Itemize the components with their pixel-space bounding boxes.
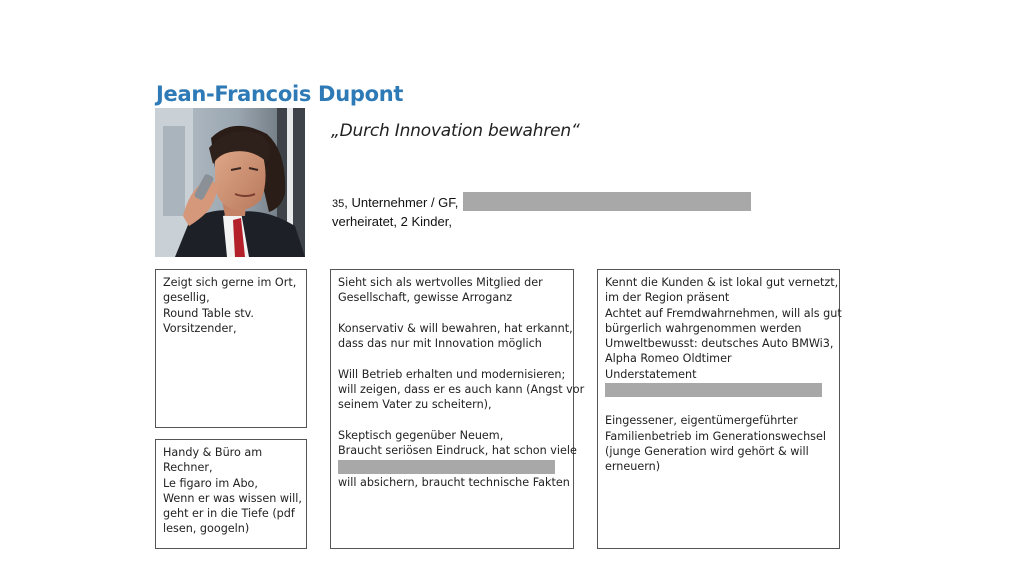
- customers-box: [597, 269, 840, 549]
- community-box: [155, 269, 307, 428]
- box-line: gesellig,: [163, 291, 210, 305]
- attitude-box: [330, 269, 585, 549]
- box-line: will zeigen, dass er es auch kann (Angst vor: [338, 383, 585, 397]
- box-line: erneuern): [605, 460, 661, 474]
- box-line: (junge Generation wird gehört & will: [605, 444, 809, 458]
- redaction-bar: [338, 460, 555, 474]
- box-line: Braucht seriösen Eindruck, hat schon viele: [338, 444, 577, 458]
- persona-age: 35: [332, 198, 345, 210]
- persona-quote: „Durch Innovation bewahren“: [331, 121, 580, 141]
- box-line: bürgerlich wahrgenommen werden: [605, 321, 802, 335]
- facts-line-2: verheiratet, 2 Kinder,: [332, 214, 452, 230]
- spacer: [338, 306, 566, 321]
- box-line: Kennt die Kunden & ist lokal gut vernetzt,: [605, 276, 839, 289]
- spacer: [338, 351, 566, 366]
- box-line: Will Betrieb erhalten und modernisieren;: [338, 367, 566, 381]
- box-line: Alpha Romeo Oldtimer: [605, 352, 732, 366]
- box-line: Skeptisch gegenüber Neuem,: [338, 428, 504, 442]
- box-line: Wenn er was wissen will,: [163, 491, 302, 505]
- box-line: Umweltbewusst: deutsches Auto BMWi3,: [605, 337, 834, 351]
- persona-occupation: , Unternehmer / GF,: [344, 195, 459, 210]
- redaction-bar: [605, 383, 822, 397]
- box-line: dass das nur mit Innovation möglich: [338, 337, 542, 351]
- box-line: geht er in die Tiefe (pdf: [163, 507, 295, 521]
- box-line: Achtet auf Fremdwahrnehmen, will als gut: [605, 306, 842, 320]
- box-line: im der Region präsent: [605, 291, 730, 305]
- media-usage-box: [155, 439, 307, 549]
- persona-facts: [332, 194, 751, 230]
- spacer: [338, 413, 566, 428]
- box-line: Familienbetrieb im Generationswechsel: [605, 429, 826, 443]
- box-line: will absichern, braucht technische Fakten: [338, 475, 570, 489]
- box-line: Handy & Büro am: [163, 446, 263, 459]
- box-line: Rechner,: [163, 461, 213, 475]
- redaction-bar: [463, 192, 751, 211]
- facts-line-1: [332, 194, 751, 213]
- box-line: Zeigt sich gerne im Ort,: [163, 276, 297, 289]
- box-line: Vorsitzender,: [163, 321, 237, 335]
- box-line: Le figaro im Abo,: [163, 476, 258, 490]
- box-line: Gesellschaft, gewisse Arroganz: [338, 291, 513, 305]
- box-line: Round Table stv.: [163, 306, 254, 320]
- spacer: [605, 398, 832, 413]
- persona-name: Jean-Francois Dupont: [156, 82, 404, 106]
- box-line: Eingessener, eigentümergeführter: [605, 414, 798, 428]
- box-line: Konservativ & will bewahren, hat erkannt,: [338, 321, 573, 335]
- persona-photo: [155, 108, 305, 257]
- box-line: lesen, googeln): [163, 522, 250, 536]
- box-line: Understatement: [605, 367, 697, 381]
- box-line: Sieht sich als wertvolles Mitglied der: [338, 276, 543, 289]
- box-line: seinem Vater zu scheitern),: [338, 398, 492, 412]
